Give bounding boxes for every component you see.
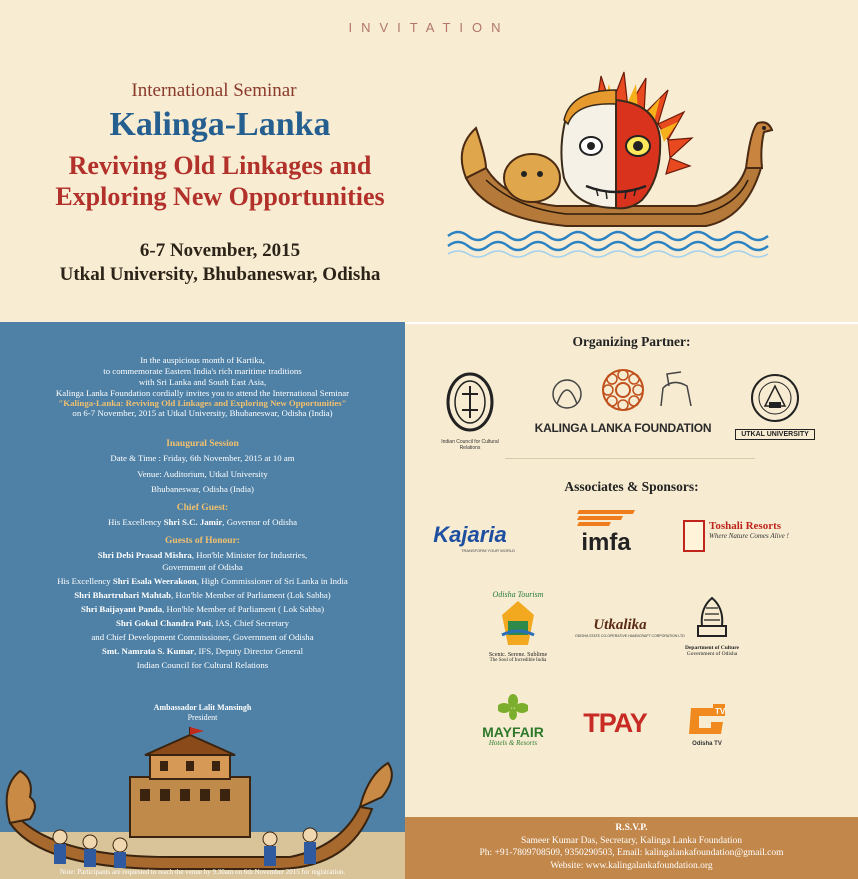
culture-dept-logo	[667, 596, 757, 657]
klf-logo	[523, 366, 723, 435]
signature-name: Ambassador Lalit Mansingh	[153, 703, 252, 712]
sponsors-heading: Associates & Sponsors:	[564, 479, 699, 494]
partners-panel	[405, 322, 858, 879]
culture-dept-gov: Government of Odisha	[686, 651, 738, 657]
imfa-logo	[561, 508, 651, 555]
guest-line: Smt. Namrata S. Kumar, IFS, Deputy Director General	[101, 646, 304, 656]
imfa-stripes-icon	[575, 508, 637, 526]
tpay-logo	[567, 708, 663, 739]
subtitle-line2: Exploring New Opportunities	[55, 182, 385, 211]
toshali-logo	[683, 520, 803, 540]
mayfair-name: MAYFAIR	[482, 724, 544, 740]
mayfair-tagline: Hotels & Resorts	[488, 739, 538, 747]
rsvp-heading: R.S.V.P.	[615, 823, 648, 833]
mayfair-leaf-icon	[498, 694, 528, 720]
signature-title: President	[187, 713, 218, 722]
guest-line: Shri Baijayant Panda, Hon'ble Member of Parliament ( Lok Sabha)	[81, 604, 324, 614]
odisha-tourism-name: Odisha Tourism	[492, 590, 544, 599]
otv-emblem-icon	[687, 702, 727, 736]
inaugural-heading: Inaugural Session	[166, 439, 239, 449]
guest-line: His Excellency Shri Esala Weerakoon, High Commissioner of Sri Lanka in India	[57, 576, 348, 586]
inaugural-venue: Venue: Auditorium, Utkal University	[137, 469, 268, 479]
odisha-tourism-logo	[473, 590, 563, 663]
invite-line: Kalinga Lanka Foundation cordially invites you to attend the International Seminar	[55, 388, 350, 398]
guest-line: Shri Bhartruhari Mahtab, Hon'ble Member of Parliament (Lok Sabha)	[74, 590, 331, 600]
culture-dept-name: Department of Culture	[685, 645, 739, 651]
guest-line: Indian Council for Cultural Relations	[136, 660, 269, 670]
kajaria-tagline: TRANSFORM YOUR WORLD	[461, 548, 515, 553]
ship-procession-illustration	[0, 727, 405, 879]
utkal-name: UTKAL UNIVERSITY	[735, 429, 815, 440]
klf-name: KALINGA LANKA FOUNDATION	[534, 421, 712, 435]
mask-boat-illustration	[446, 68, 776, 260]
invite-line: with Sri Lanka and South East Asia,	[138, 377, 267, 387]
utkalika-name: Utkalika	[593, 617, 647, 633]
odisha-tourism-emblem-icon	[498, 599, 538, 647]
toshali-tagline: Where Nature Comes Alive !	[709, 532, 789, 540]
temple-emblem-icon	[694, 596, 730, 640]
divider	[405, 322, 858, 324]
kajaria-logo	[425, 522, 515, 553]
rsvp-footer	[405, 817, 858, 879]
guest-line: and Chief Development Commissioner, Government of Odisha	[91, 632, 314, 642]
guest-line: Shri Debi Prasad Mishra, Hon'ble Minister for Industries,	[97, 550, 308, 560]
odisha-tv-name: Odisha TV	[692, 741, 722, 747]
rsvp-phone-email: Ph: +91-7809708509, 9350290503, Email: kalingalankafoundation@gmail.com	[479, 848, 784, 858]
chief-guest-heading: Chief Guest:	[176, 503, 229, 513]
invitation-label: INVITATION	[348, 20, 510, 35]
page-title: Kalinga-Lanka	[109, 106, 331, 143]
guest-line: Government of Odisha	[162, 562, 243, 572]
odisha-tv-logo	[677, 702, 737, 747]
kajaria-name: Kajaria	[433, 522, 507, 547]
odisha-tourism-tagline2: The Soul of Incredible India	[489, 658, 547, 663]
rsvp-website: Website: www.kalingalankafoundation.org	[550, 860, 713, 871]
iccr-emblem-icon	[444, 372, 496, 434]
rsvp-contact: Sameer Kumar Das, Secretary, Kalinga Lanka Foundation	[521, 835, 742, 846]
header-section	[0, 0, 858, 322]
event-date: 6-7 November, 2015	[139, 240, 301, 261]
tpay-name: TPAY	[583, 708, 647, 738]
registration-note: Note: Participants are requested to reach the venue by 9.30am on 6th November 2015 for registration.	[59, 868, 346, 876]
invite-line: on 6-7 November, 2015 at Utkal University, Bhubaneswar, Odisha (India)	[72, 408, 333, 418]
chief-guest-line: His Excellency Shri S.C. Jamir, Governor of Odisha	[107, 517, 298, 527]
guest-line: Shri Gokul Chandra Pati, IAS, Chief Secretary	[115, 618, 289, 628]
organizing-heading: Organizing Partner:	[572, 334, 691, 349]
utkal-emblem-icon	[749, 372, 801, 424]
utkalika-logo	[575, 617, 685, 638]
seminar-quote: "Kalinga-Lanka: Reviving Old Linkages and Exploring New Opportunities"	[58, 398, 347, 408]
mayfair-logo	[475, 694, 551, 747]
subtitle-line1: Reviving Old Linkages and	[68, 151, 372, 180]
inaugural-venue: Bhubaneswar, Odisha (India)	[151, 484, 254, 494]
svg-text:TV: TV	[715, 707, 726, 716]
guests-heading: Guests of Honour:	[165, 536, 240, 546]
invite-line: to commemorate Eastern India's rich maritime traditions	[103, 366, 302, 376]
klf-emblem-icon	[543, 366, 703, 416]
iccr-name: Indian Council for Cultural Relations	[441, 439, 499, 451]
odisha-tourism-tagline1: Scenic. Serene. Sublime	[488, 652, 548, 658]
event-venue: Utkal University, Bhubaneswar, Odisha	[59, 264, 381, 285]
divider	[505, 458, 755, 459]
imfa-name: imfa	[581, 529, 631, 556]
invite-line: In the auspicious month of Kartika,	[140, 355, 265, 365]
inaugural-datetime: Date & Time : Friday, 6th November, 2015 at 10 am	[110, 453, 295, 463]
invitation-panel	[0, 322, 405, 879]
utkal-logo	[735, 372, 815, 440]
iccr-logo	[435, 372, 505, 451]
seminar-label: International Seminar	[131, 80, 297, 101]
utkalika-tagline: ODISHA STATE CO-OPERATIVE HANDICRAFT CORPORATION LTD	[575, 634, 685, 638]
toshali-name: Toshali Resorts	[709, 520, 782, 532]
toshali-emblem-icon	[683, 520, 705, 552]
